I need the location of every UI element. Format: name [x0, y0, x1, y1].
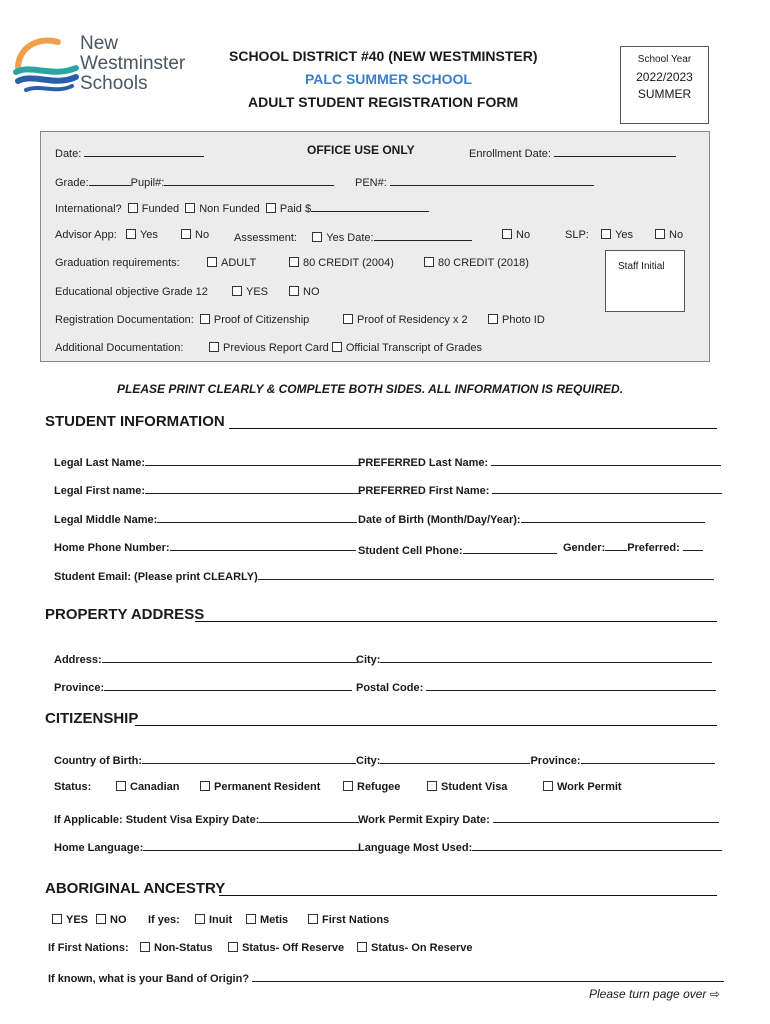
status-on-option	[357, 942, 472, 954]
permit-expiry-row	[358, 811, 719, 826]
non-status-label: Non-Status	[154, 942, 213, 954]
aboriginal-no-checkbox[interactable]	[96, 914, 106, 924]
citizenship-province-label: Province:	[530, 755, 581, 767]
permit-expiry-input[interactable]	[493, 811, 719, 823]
student-section-title: STUDENT INFORMATION	[45, 413, 225, 430]
international-label: International?	[55, 203, 122, 215]
legal-first-input[interactable]	[145, 482, 361, 494]
inuit-label: Inuit	[209, 914, 233, 926]
photo-id-option	[488, 314, 545, 326]
slp-yes-label: Yes	[615, 229, 634, 241]
home-language-input[interactable]	[143, 839, 359, 851]
if-yes-label: If yes:	[148, 914, 180, 926]
logo-line-3: Schools	[80, 73, 148, 94]
paid-field[interactable]	[311, 200, 429, 212]
gender-input[interactable]	[605, 539, 627, 551]
edu-no-option	[289, 286, 320, 298]
credit-2018-checkbox[interactable]	[424, 257, 434, 267]
form-title: ADULT STUDENT REGISTRATION FORM	[248, 94, 519, 110]
work-permit-label: Work Permit	[557, 781, 622, 793]
property-province-row	[54, 679, 352, 694]
residency-proof-label: Proof of Residency x 2	[357, 314, 468, 326]
postal-code-input[interactable]	[426, 679, 716, 691]
non-status-option	[140, 942, 213, 954]
logo-line-1: New	[80, 33, 119, 54]
aboriginal-yes-label: YES	[66, 914, 89, 926]
dob-input[interactable]	[521, 511, 705, 523]
band-origin-row	[48, 970, 724, 985]
student-visa-option	[427, 781, 507, 793]
enrollment-date-label: Enrollment Date:	[469, 148, 551, 160]
advisor-no-checkbox[interactable]	[181, 229, 191, 239]
dob-label: Date of Birth (Month/Day/Year):	[358, 514, 521, 526]
pen-label: PEN#:	[355, 177, 387, 189]
cell-phone-label: Student Cell Phone:	[358, 545, 463, 557]
band-origin-label: If known, what is your Band of Origin?	[48, 973, 250, 985]
property-city-label: City:	[356, 654, 381, 666]
paid-label: Paid $	[279, 203, 312, 215]
address-row	[54, 651, 358, 666]
photo-id-label: Photo ID	[502, 314, 545, 326]
inuit-option	[195, 914, 232, 926]
reg-docs-row	[55, 314, 309, 326]
non-funded-checkbox[interactable]	[185, 203, 195, 213]
adult-option	[207, 257, 256, 269]
country-row	[54, 752, 356, 767]
visa-expiry-input[interactable]	[259, 811, 359, 823]
status-off-reserve-checkbox[interactable]	[228, 942, 238, 952]
transcript-checkbox[interactable]	[332, 342, 342, 352]
refugee-checkbox[interactable]	[343, 781, 353, 791]
adult-checkbox[interactable]	[207, 257, 217, 267]
credit-2004-checkbox[interactable]	[289, 257, 299, 267]
metis-checkbox[interactable]	[246, 914, 256, 924]
pref-first-row	[358, 482, 722, 497]
gender-label: Gender:	[563, 542, 606, 554]
report-card-label: Previous Report Card	[223, 342, 329, 354]
add-docs-row	[55, 342, 183, 354]
citizenship-proof-label: Proof of Citizenship	[213, 314, 310, 326]
funded-label: Funded	[141, 203, 180, 215]
residency-proof-checkbox[interactable]	[343, 314, 353, 324]
status-on-reserve-checkbox[interactable]	[357, 942, 367, 952]
instruction-text: PLEASE PRINT CLEARLY & COMPLETE BOTH SIDES. ALL INFORMATION IS REQUIRED.	[117, 382, 624, 396]
edu-objective-row	[55, 286, 208, 298]
add-docs-label: Additional Documentation:	[55, 342, 184, 354]
office-date-row	[55, 145, 204, 160]
permanent-option	[200, 781, 320, 793]
enrollment-date-field[interactable]	[554, 145, 676, 157]
status-label: Status:	[54, 781, 92, 793]
cell-phone-row	[358, 542, 557, 557]
legal-first-row	[54, 482, 361, 497]
citizenship-section-title: CITIZENSHIP	[45, 710, 139, 727]
enrollment-date-row	[469, 145, 676, 160]
property-province-label: Province:	[54, 682, 105, 694]
reg-docs-label: Registration Documentation:	[55, 314, 194, 326]
advisor-no-label: No	[195, 229, 210, 241]
slp-no	[655, 229, 683, 241]
canadian-checkbox[interactable]	[116, 781, 126, 791]
home-language-row	[54, 839, 359, 854]
report-card-checkbox[interactable]	[209, 342, 219, 352]
edu-yes-checkbox[interactable]	[232, 286, 242, 296]
property-city-input[interactable]	[380, 651, 712, 663]
home-phone-label: Home Phone Number:	[54, 542, 170, 554]
pref-first-label: PREFERRED First Name:	[358, 485, 490, 497]
right-arrow-icon: ⇨	[709, 987, 720, 1001]
grade-label: Grade:	[55, 177, 89, 189]
home-language-label: Home Language:	[54, 842, 144, 854]
visa-expiry-row	[54, 811, 359, 826]
program-title: PALC SUMMER SCHOOL	[305, 71, 472, 87]
advisor-label: Advisor App:	[55, 229, 117, 241]
if-yes-row	[148, 914, 180, 926]
non-funded-label: Non Funded	[199, 203, 260, 215]
residency-option	[343, 314, 468, 326]
pref-last-input[interactable]	[491, 454, 721, 466]
permit-expiry-label: Work Permit Expiry Date:	[358, 814, 490, 826]
first-nations-checkbox[interactable]	[308, 914, 318, 924]
gender-row	[563, 539, 703, 554]
legal-last-input[interactable]	[145, 454, 361, 466]
assessment-no-checkbox[interactable]	[502, 229, 512, 239]
international-row	[55, 200, 429, 215]
pen-field[interactable]	[390, 174, 594, 186]
pref-last-label: PREFERRED Last Name:	[358, 457, 489, 469]
credit-2018-option	[424, 257, 529, 269]
staff-initial-box[interactable]	[605, 250, 685, 312]
advisor-no	[181, 229, 209, 241]
language-used-label: Language Most Used:	[358, 842, 473, 854]
paid-checkbox[interactable]	[266, 203, 276, 213]
work-permit-checkbox[interactable]	[543, 781, 553, 791]
property-province-input[interactable]	[104, 679, 352, 691]
credit-2004-label: 80 CREDIT (2004)	[303, 257, 394, 269]
assessment-yes-label: Yes Date:	[326, 232, 374, 244]
citizenship-city-input[interactable]	[380, 752, 530, 764]
status-off-reserve-label: Status- Off Reserve	[242, 942, 345, 954]
legal-middle-label: Legal Middle Name:	[54, 514, 158, 526]
legal-last-label: Legal Last Name:	[54, 457, 146, 469]
slp-no-label: No	[669, 229, 684, 241]
country-label: Country of Birth:	[54, 755, 142, 767]
adult-label: ADULT	[221, 257, 257, 269]
property-section-title: PROPERTY ADDRESS	[45, 606, 205, 623]
permanent-resident-label: Permanent Resident	[214, 781, 321, 793]
canadian-option	[116, 781, 180, 793]
photo-id-checkbox[interactable]	[488, 314, 498, 324]
office-use-title: OFFICE USE ONLY	[307, 143, 415, 157]
office-use-panel	[40, 131, 710, 362]
graduation-row	[55, 257, 180, 269]
preferred-gender-label: Preferred:	[627, 542, 680, 554]
refugee-option	[343, 781, 400, 793]
legal-middle-input[interactable]	[157, 511, 357, 523]
office-date-label: Date:	[55, 148, 82, 160]
dob-row	[358, 511, 705, 526]
email-label: Student Email: (Please print CLEARLY)	[54, 571, 258, 583]
legal-middle-row	[54, 511, 357, 526]
permanent-resident-checkbox[interactable]	[200, 781, 210, 791]
address-label: Address:	[54, 654, 102, 666]
credit-2004-option	[289, 257, 394, 269]
aboriginal-yes-checkbox[interactable]	[52, 914, 62, 924]
citizenship-province-input[interactable]	[581, 752, 715, 764]
assessment-row	[234, 229, 472, 244]
pupil-label: Pupil#:	[130, 177, 165, 189]
turn-page-label: Please turn page over	[589, 987, 707, 1001]
staff-initial-label: Staff Initial	[618, 261, 665, 272]
cell-phone-input[interactable]	[463, 542, 557, 554]
assessment-date-field[interactable]	[374, 229, 472, 241]
school-year-term: SUMMER	[637, 87, 692, 101]
pref-first-input[interactable]	[492, 482, 722, 494]
assessment-label: Assessment:	[234, 232, 297, 244]
first-nations-label: First Nations	[322, 914, 390, 926]
country-input[interactable]	[142, 752, 356, 764]
credit-2018-label: 80 CREDIT (2018)	[438, 257, 529, 269]
email-input[interactable]	[258, 568, 714, 580]
citizenship-city-row	[356, 752, 715, 767]
citizenship-proof-checkbox[interactable]	[200, 314, 210, 324]
home-phone-input[interactable]	[170, 539, 356, 551]
preferred-gender-input[interactable]	[683, 539, 703, 551]
slp-label: SLP:	[565, 229, 589, 241]
student-visa-label: Student Visa	[441, 781, 508, 793]
office-date-field[interactable]	[84, 145, 204, 157]
funded-checkbox[interactable]	[128, 203, 138, 213]
assessment-yes-checkbox[interactable]	[312, 232, 322, 242]
non-status-checkbox[interactable]	[140, 942, 150, 952]
additional-doc-options	[209, 342, 482, 354]
school-year-label: School Year	[637, 54, 692, 65]
aboriginal-yes-option	[52, 914, 88, 926]
aboriginal-no-option	[96, 914, 127, 926]
district-title: SCHOOL DISTRICT #40 (NEW WESTMINSTER)	[229, 48, 538, 64]
if-first-nations-row	[48, 942, 129, 954]
district-logo	[12, 34, 202, 96]
band-origin-input[interactable]	[252, 970, 724, 982]
edu-yes-label: YES	[246, 286, 269, 298]
advisor-yes-label: Yes	[139, 229, 158, 241]
slp-yes-checkbox[interactable]	[601, 229, 611, 239]
status-off-option	[228, 942, 344, 954]
edu-no-checkbox[interactable]	[289, 286, 299, 296]
metis-option	[246, 914, 288, 926]
assessment-no	[502, 229, 530, 241]
slp-row	[565, 229, 633, 241]
aboriginal-section-rule	[219, 895, 717, 896]
turn-page-note	[589, 987, 720, 1001]
visa-expiry-label: If Applicable: Student Visa Expiry Date:	[54, 814, 260, 826]
status-on-reserve-label: Status- On Reserve	[371, 942, 473, 954]
transcript-label: Official Transcript of Grades	[345, 342, 482, 354]
student-visa-checkbox[interactable]	[427, 781, 437, 791]
language-used-row	[358, 839, 722, 854]
work-permit-option	[543, 781, 622, 793]
pupil-field[interactable]	[164, 174, 334, 186]
citizenship-section-rule	[135, 725, 717, 726]
wave-logo-icon	[12, 34, 80, 96]
home-phone-row	[54, 539, 356, 554]
grade-row	[55, 174, 334, 189]
property-section-rule	[195, 621, 717, 622]
assessment-no-label: No	[516, 229, 531, 241]
first-nations-option	[308, 914, 389, 926]
metis-label: Metis	[260, 914, 289, 926]
email-row	[54, 568, 714, 583]
student-section-rule	[229, 428, 717, 429]
edu-objective-label: Educational objective Grade 12	[55, 286, 208, 298]
slp-no-checkbox[interactable]	[655, 229, 665, 239]
advisor-yes-checkbox[interactable]	[126, 229, 136, 239]
refugee-label: Refugee	[357, 781, 401, 793]
logo-line-2: Westminster	[80, 53, 186, 74]
graduation-label: Graduation requirements:	[55, 257, 180, 269]
advisor-row	[55, 229, 158, 241]
pen-row	[355, 174, 594, 189]
language-used-input[interactable]	[472, 839, 722, 851]
legal-last-row	[54, 454, 361, 469]
school-year-box	[620, 46, 709, 124]
grade-field[interactable]	[89, 174, 131, 186]
aboriginal-section-title: ABORIGINAL ANCESTRY	[45, 880, 226, 897]
if-first-nations-label: If First Nations:	[48, 942, 129, 954]
legal-first-label: Legal First name:	[54, 485, 146, 497]
postal-code-label: Postal Code:	[356, 682, 424, 694]
postal-code-row	[356, 679, 716, 694]
canadian-label: Canadian	[130, 781, 180, 793]
edu-yes-option	[232, 286, 268, 298]
status-label-cell	[54, 781, 91, 793]
school-year-value: 2022/2023	[636, 70, 693, 84]
logo-text	[80, 34, 185, 94]
inuit-checkbox[interactable]	[195, 914, 205, 924]
aboriginal-no-label: NO	[110, 914, 127, 926]
edu-no-label: NO	[303, 286, 320, 298]
citizenship-city-label: City:	[356, 755, 381, 767]
address-input[interactable]	[102, 651, 358, 663]
property-city-row	[356, 651, 712, 666]
pref-last-row	[358, 454, 721, 469]
